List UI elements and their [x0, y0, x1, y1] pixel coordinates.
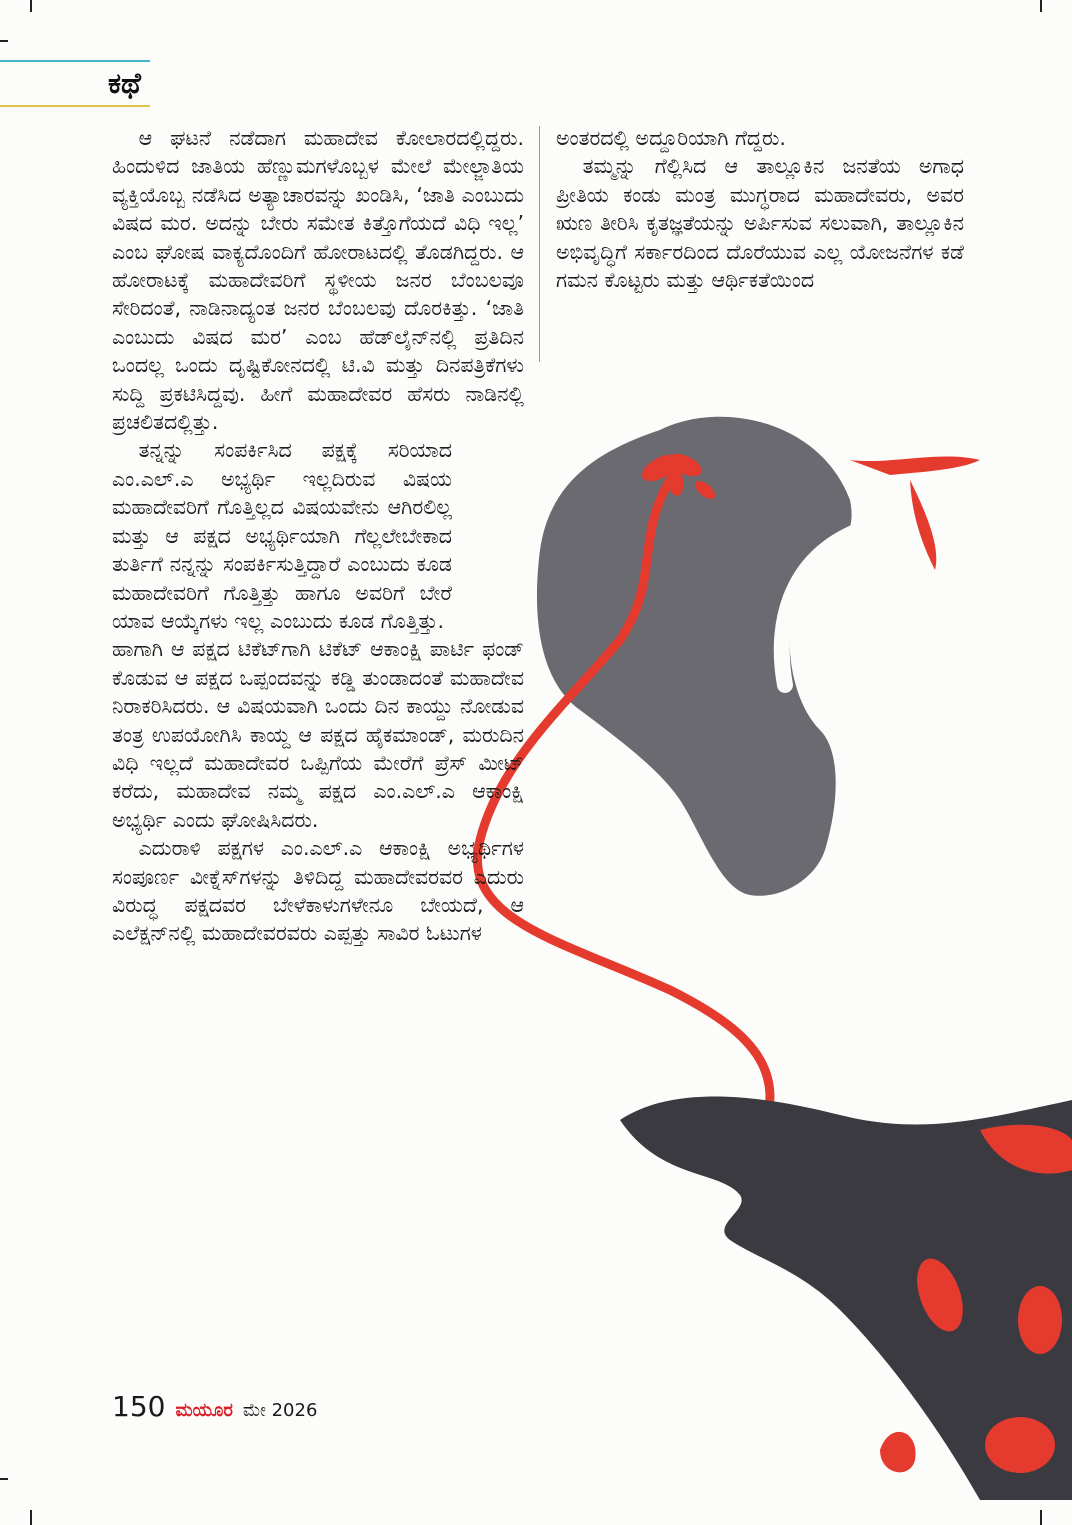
crop-mark: [1040, 1510, 1042, 1525]
magazine-name: ಮಯೂರ: [175, 1400, 233, 1421]
section-rule-cyan: [0, 60, 150, 62]
crop-mark: [0, 40, 8, 42]
paragraph: ಎದುರಾಳಿ ಪಕ್ಷಗಳ ಎಂ.ಎಲ್.ಎ ಆಕಾಂಕ್ಷಿ ಅಭ್ಯರ್ಥಿಗಳ ಸಂಪೂರ್ಣ ವೀಕ್ನೆಸ್‌ಗಳನ್ನು ತಿಳಿದಿದ್ದ ಮಹಾದೇವರವರ ಎದುರು ವಿರುದ್ಧ ಪಕ್ಷದವರ ಬೇಳೆಕಾಳುಗಳೇನೂ ಬೇಯದೆ, ಆ ಎಲೆಕ್ಷನ್‌ನಲ್ಲಿ ಮಹಾದೇವರವರು ಎಪ್ಪತ್ತು ಸಾವಿರ ಓಟುಗಳ: [112, 836, 524, 946]
page-number: 150: [112, 1390, 166, 1423]
section-rule-yellow: [0, 105, 150, 107]
section-label: ಕಥೆ: [108, 66, 141, 100]
issue-date: ಮೇ 2026: [242, 1400, 318, 1421]
gray-head-shape: [537, 417, 852, 896]
paragraph: ಅಂತರದಲ್ಲಿ ಅದ್ದೂರಿಯಾಗಿ ಗೆದ್ದರು.: [556, 126, 786, 150]
paragraph: ತಮ್ಮನ್ನು ಗೆಲ್ಲಿಸಿದ ಆ ತಾಲ್ಲೂಕಿನ ಜನತೆಯ ಅಗಾಧ ಪ್ರೀತಿಯ ಕಂಡು ಮಂತ್ರ ಮುಗ್ಧರಾದ ಮಹಾದೇವರು, ಅವರ ಋಣ ತೀರಿಸಿ ಕೃತಜ್ಞತೆಯನ್ನು ಅರ್ಪಿಸುವ ಸಲುವಾಗಿ, ತಾಲ್ಲೂಕಿನ ಅಭಿವೃದ್ಧಿಗೆ ಸರ್ಕಾರದಿಂದ ದೊರೆಯುವ ಎಲ್ಲ ಯೋಜನೆಗಳ ಕಡೆ ಗಮನ ಕೊಟ್ಟರು ಮತ್ತು ಆರ್ಥಿಕತೆಯಿಂದ: [556, 154, 964, 293]
crop-mark: [30, 1510, 32, 1525]
crop-mark: [30, 0, 32, 12]
crop-mark: [1040, 0, 1042, 12]
column-divider: [539, 126, 540, 362]
paragraph: ಆ ಘಟನೆ ನಡೆದಾಗ ಮಹಾದೇವ ಕೋಲಾರದಲ್ಲಿದ್ದರು. ಹಿಂದುಳಿದ ಜಾತಿಯ ಹೆಣ್ಣುಮಗಳೊಬ್ಬಳ ಮೇಲೆ ಮೇಲ್ಜಾತಿಯ ವ್ಯಕ್ತಿಯೊಬ್ಬ ನಡೆಸಿದ ಅತ್ಯಾಚಾರವನ್ನು ಖಂಡಿಸಿ, ‘ಜಾತಿ ಎಂಬುದು ವಿಷದ ಮರ. ಅದನ್ನು ಬೇರು ಸಮೇತ ಕಿತ್ತೊಗೆಯದೆ ವಿಧಿ ಇಲ್ಲ’ ಎಂಬ ಘೋಷ ವಾಕ್ಯದೊಂದಿಗೆ ಹೋರಾಟದಲ್ಲಿ ತೊಡಗಿದ್ದರು. ಆ ಹೋರಾಟಕ್ಕೆ ಮಹಾದೇವರಿಗೆ ಸ್ಥಳೀಯ ಜನರ ಬೆಂಬಲವೂ ಸೇರಿದಂತೆ, ನಾಡಿನಾದ್ಯಂತ ಜನರ ಬೆಂಬಲವು ದೊರಕಿತ್ತು. ‘ಜಾತಿ ಎಂಬುದು ವಿಷದ ಮರ’ ಎಂಬ ಹೆಡ್‌ಲೈನ್‌ನಲ್ಲಿ ಪ್ರತಿದಿನ ಒಂದಲ್ಲ ಒಂದು ದೃಷ್ಟಿಕೋನದಲ್ಲಿ ಟಿ.ವಿ ಮತ್ತು ದಿನಪತ್ರಿಕೆಗಳು ಸುದ್ದಿ ಪ್ರಕಟಿಸಿದ್ದವು. ಹೀಗೆ ಮಹಾದೇವರ ಹೆಸರು ನಾಡಿನಲ್ಲಿ ಪ್ರಚಲಿತದಲ್ಲಿತ್ತು.: [112, 126, 524, 435]
paragraph: ತನ್ನನ್ನು ಸಂಪರ್ಕಿಸಿದ ಪಕ್ಷಕ್ಕೆ ಸರಿಯಾದ ಎಂ.ಎಲ್.ಎ ಅಭ್ಯರ್ಥಿ ಇಲ್ಲದಿರುವ ವಿಷಯ ಮಹಾದೇವರಿಗೆ ಗೊತ್ತಿಲ್ಲದ ವಿಷಯವೇನು ಆಗಿರಲಿಲ್ಲ ಮತ್ತು ಆ ಪಕ್ಷದ ಅಭ್ಯರ್ಥಿಯಾಗಿ ಗೆಲ್ಲಲೇಬೇಕಾದ ತುರ್ತಿಗೆ ನನ್ನನ್ನು ಸಂಪರ್ಕಿಸುತ್ತಿದ್ದಾರೆ ಎಂಬುದು ಕೂಡ ಮಹಾದೇವರಿಗೆ ಗೊತ್ತಿತ್ತು ಹಾಗೂ ಅವರಿಗೆ ಬೇರೆ ಯಾವ ಆಯ್ಕೆಗಳು ಇಲ್ಲ ಎಂಬುದು ಕೂಡ ಗೊತ್ತಿತ್ತು.: [112, 438, 452, 633]
red-drip: [850, 456, 980, 475]
article-column-left: [112, 124, 524, 948]
article-column-right: [556, 124, 964, 294]
red-drip: [910, 480, 936, 570]
page-footer: [112, 1390, 317, 1430]
paragraph: ಹಾಗಾಗಿ ಆ ಪಕ್ಷದ ಟಿಕೆಟ್‌ಗಾಗಿ ಟಿಕೆಟ್ ಆಕಾಂಕ್ಷಿ ಪಾರ್ಟಿ ಫಂಡ್ ಕೊಡುವ ಆ ಪಕ್ಷದ ಒಪ್ಪಂದವನ್ನು ಕಡ್ಡಿ ತುಂಡಾದಂತೆ ಮಹಾದೇವ ನಿರಾಕರಿಸಿದರು. ಆ ವಿಷಯವಾಗಿ ಒಂದು ದಿನ ಕಾಯ್ದು ನೋಡುವ ತಂತ್ರ ಉಪಯೋಗಿಸಿ ಕಾಯ್ದ ಆ ಪಕ್ಷದ ಹೈಕಮಾಂಡ್, ಮರುದಿನ ವಿಧಿ ಇಲ್ಲದೆ ಮಹಾದೇವರ ಒಪ್ಪಿಗೆಯ ಮೇರೆಗೆ ಪ್ರೆಸ್ ಮೀಟ್ ಕರೆದು, ಮಹಾದೇವ ನಮ್ಮ ಪಕ್ಷದ ಎಂ.ಎಲ್.ಎ ಆಕಾಂಕ್ಷಿ ಅಭ್ಯರ್ಥಿ ಎಂದು ಘೋಷಿಸಿದರು.: [112, 637, 524, 832]
crop-mark: [0, 1478, 8, 1480]
